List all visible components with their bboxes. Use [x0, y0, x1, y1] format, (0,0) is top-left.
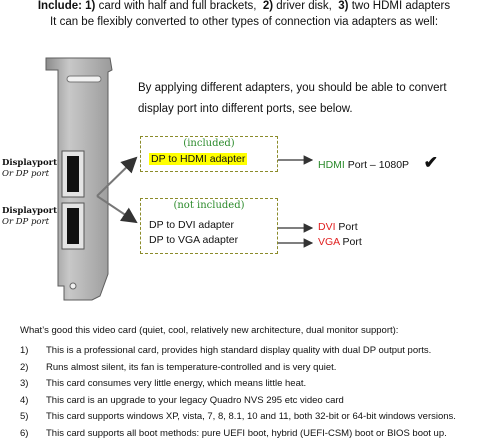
- feature-text-5: This card supports windows XP, vista, 7, 8, 8.1, 10 and 11, both 32-bit or 64-bit windows versions.: [46, 411, 456, 422]
- features-list: [20, 345, 488, 444]
- features-title: What’s good this video card (quiet, cool, relatively new architecture, dual monitor support):: [20, 325, 399, 336]
- port-label-1-name: Displayport: [2, 158, 58, 168]
- included-caption: (included): [183, 138, 235, 149]
- feature-text-3: This card consumes very little energy, which means little heat.: [46, 378, 307, 389]
- feature-item-4: [20, 395, 488, 412]
- feature-text-4: This card is an upgrade to your legacy Quadro NVS 295 etc video card: [46, 394, 344, 406]
- included-item: DP to HDMI adapter: [151, 153, 246, 165]
- feature-text-1: This is a professional card, provides high standard display quality with dual DP output ports.: [46, 345, 432, 356]
- intro-line-2: display port into different ports, see below.: [138, 103, 353, 115]
- header-seg-2: card with half and full brackets,: [95, 0, 263, 12]
- result-vga-suffix: Port: [339, 236, 362, 248]
- feature-text-2: Runs almost silent, its fan is temperature-controlled and is very quiet.: [46, 361, 337, 373]
- feature-num-2: 2): [20, 361, 29, 373]
- feature-item-6: [20, 428, 488, 445]
- header-seg-3: 2): [262, 0, 274, 12]
- result-dvi-name: DVI: [318, 221, 336, 233]
- header-seg-4: driver disk,: [273, 0, 339, 12]
- arrow-to-included: [97, 158, 136, 196]
- intro-line-1: By applying different adapters, you should be able to convert: [138, 82, 447, 94]
- included-adapter-box: [140, 136, 278, 172]
- feature-item-1: [20, 345, 488, 362]
- feature-text-6: This card supports all boot methods: pure UEFI boot, hybrid (UEFI-CSM) boot or BIOS boot up.: [46, 427, 447, 439]
- header-seg-0: Include:: [37, 0, 86, 12]
- result-vga-name: VGA: [318, 236, 340, 248]
- result-hdmi-name: HDMI: [318, 159, 345, 171]
- result-dvi: [318, 221, 358, 233]
- feature-num-3: 3): [20, 378, 29, 389]
- feature-num-6: 6): [20, 427, 29, 439]
- feature-num-4: 4): [20, 394, 29, 406]
- feature-num-5: 5): [20, 411, 29, 422]
- result-dvi-suffix: Port: [335, 221, 358, 233]
- header-seg-6: two HDMI adapters: [348, 0, 451, 12]
- feature-item-3: [20, 378, 488, 395]
- result-hdmi: [318, 153, 438, 173]
- header-seg-1: 1): [85, 0, 96, 12]
- not-included-item-vga: DP to VGA adapter: [149, 234, 239, 246]
- header-line-2: It can be flexibly converted to other types of connection via adapters as well:: [49, 16, 439, 28]
- arrow-to-not-included: [97, 196, 136, 222]
- not-included-adapter-box: [140, 198, 278, 254]
- port-label-2-sub: Or DP port: [2, 217, 50, 227]
- feature-num-1: 1): [20, 345, 29, 356]
- port-label-2-name: Displayport: [2, 206, 58, 216]
- not-included-caption: (not included): [173, 200, 245, 211]
- not-included-item-dvi: DP to DVI adapter: [149, 219, 235, 231]
- feature-item-5: [20, 411, 488, 428]
- result-vga: [318, 236, 362, 248]
- checkmark-icon: ✔: [423, 153, 439, 172]
- feature-item-2: [20, 362, 488, 379]
- header-seg-5: 3): [338, 0, 349, 12]
- result-hdmi-suffix: Port – 1080P: [344, 159, 409, 171]
- port-label-1-sub: Or DP port: [2, 169, 50, 179]
